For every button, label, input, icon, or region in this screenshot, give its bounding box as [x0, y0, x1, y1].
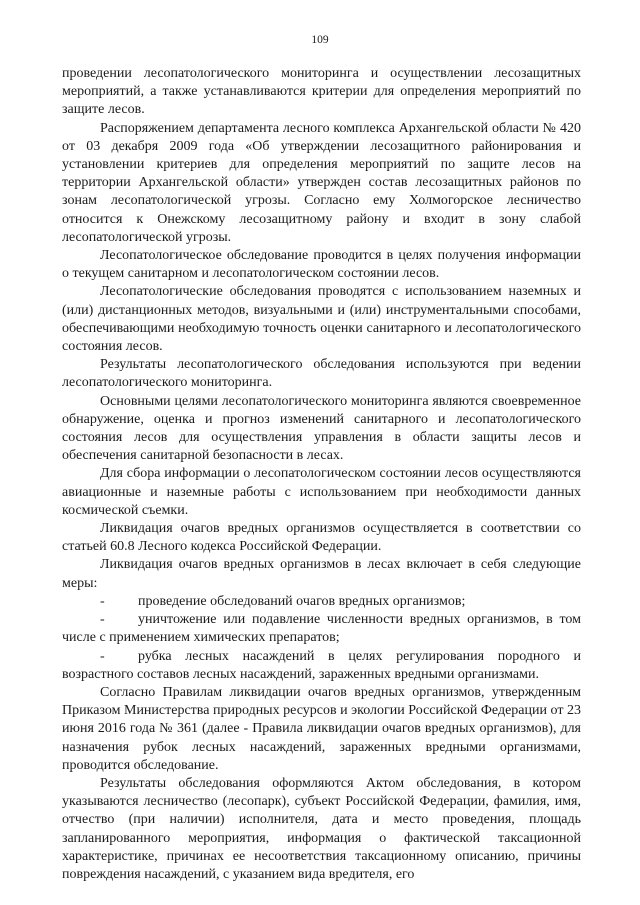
paragraph: Ликвидация очагов вредных организмов в лесах включает в себя следующие меры: [62, 557, 581, 591]
paragraph: Лесопатологические обследования проводятся с использованием наземных и (или) дистанционных методов, визуальными и (или) инструментальными способами, обеспечивающими необходимую точность оценки санитарного и лесопатологического состояния лесов. [62, 284, 581, 355]
paragraph: Ликвидация очагов вредных организмов осуществляется в соответствии со статьей 60.8 Лесного кодекса Российской Федерации. [62, 521, 581, 555]
paragraph: Результаты обследования оформляются Актом обследования, в котором указываются лесничество (лесопарк), субъект Российской Федерации, фамилия, имя, отчество (при наличии) исполнителя, дата и место проведения, площадь запланированного мероприятия, информация о фактической таксационной характеристике, причинах ее несоответствия таксационному описанию, причины повреждения насаждений, с указанием вида вредителя, его [62, 775, 581, 882]
list-item [62, 648, 581, 684]
paragraph: Результаты лесопатологического обследования используются при ведении лесопатологического мониторинга. [62, 357, 581, 391]
page-number: 109 [311, 34, 329, 46]
document-body [62, 65, 581, 884]
list-marker: - [100, 648, 105, 664]
paragraph: Распоряжением департамента лесного комплекса Архангельской области № 420 от 03 декабря 2009 года «Об утверждении лесозащитного районирования и установлении критериев для определения мероприятий по защите лесов на территории Архангельской области» утвержден состав лесозащитных районов по зонам лесопатологической угрозы. Согласно ему Холмогорское лесничество относится к Онежскому лесозащитному району и входит в зону слабой лесопатологической угрозы. [62, 120, 581, 245]
list-item-text: уничтожение или подавление численности вредных организмов, в том числе с применением химических препаратов; [62, 612, 581, 646]
list-marker: - [100, 593, 105, 609]
list-item [62, 611, 581, 647]
paragraph: Основными целями лесопатологического мониторинга являются своевременное обнаружение, оценка и прогноз изменений санитарного и лесопатологического состояния лесов для осуществления управления в области защиты лесов и обеспечения санитарной безопасности в лесах. [62, 393, 581, 464]
paragraph: Для сбора информации о лесопатологическом состоянии лесов осуществляются авиационные и наземные работы с использованием при необходимости данных космической съемки. [62, 466, 581, 518]
list-marker: - [100, 612, 105, 628]
list-item [62, 593, 581, 611]
paragraph: Лесопатологическое обследование проводится в целях получения информации о текущем санитарном и лесопатологическом состоянии лесов. [62, 248, 581, 282]
list-item-text: рубка лесных насаждений в целях регулирования породного и возрастного составов лесных насаждений, зараженных вредными организмами. [62, 648, 581, 682]
list-item-text: проведение обследований очагов вредных организмов; [138, 593, 466, 609]
paragraph: Согласно Правилам ликвидации очагов вредных организмов, утвержденным Приказом Министерства природных ресурсов и экологии Российской Федерации от 23 июня 2016 года № 361 (далее - Правила ликвидации очагов вредных организмов), для назначения рубок лесных насаждений, зараженных вредными организмами, проводится обследование. [62, 684, 581, 773]
paragraph: проведении лесопатологического мониторинга и осуществлении лесозащитных мероприятий, а также устанавливаются критерии для определения мероприятий по защите лесов. [62, 66, 581, 118]
